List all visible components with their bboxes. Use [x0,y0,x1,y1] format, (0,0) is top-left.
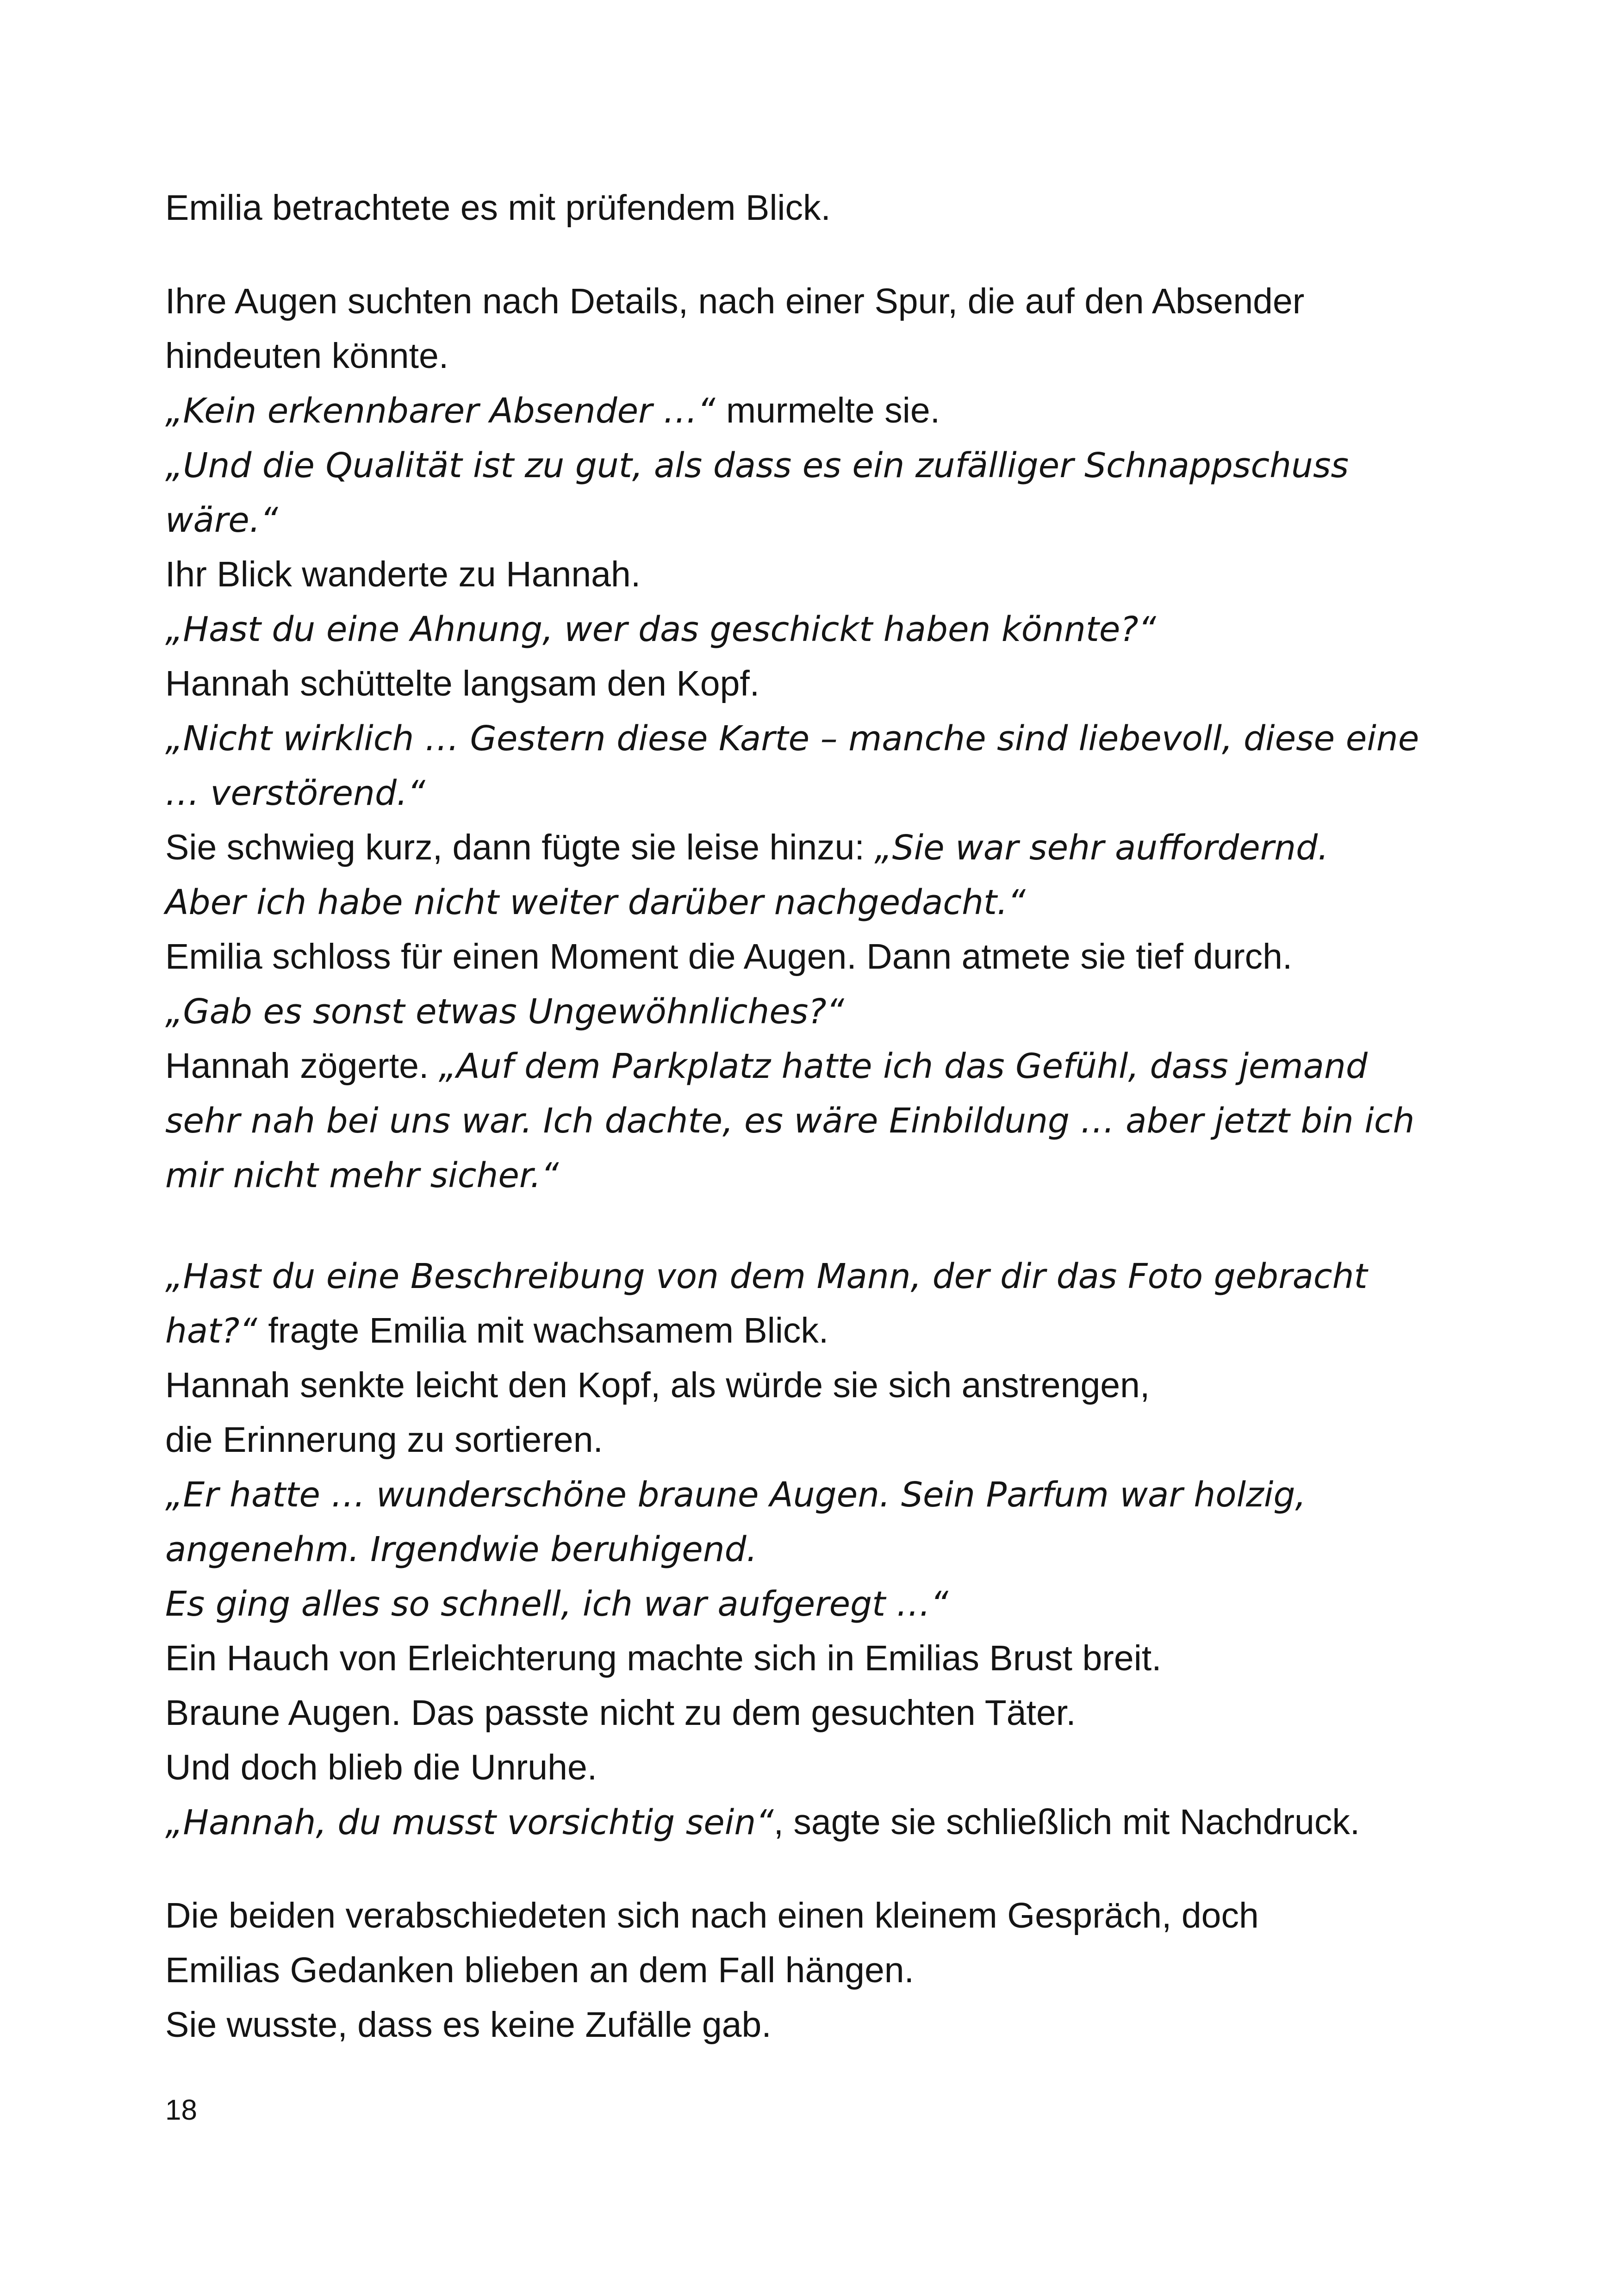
narration-text: Emilias Gedanken blieben an dem Fall hängen. [165,1950,915,1990]
dialogue-text: „Nicht wirklich … Gestern diese Karte – manche sind liebevoll, diese eine [165,719,1419,759]
text-line [165,1888,1461,1943]
paragraph-gap [165,1202,1461,1249]
text-line [165,1522,1461,1576]
text-line [165,656,1461,711]
text-line [165,1686,1461,1740]
text-line [165,274,1461,329]
text-line [165,1412,1461,1467]
text-line [165,492,1461,547]
narration-text: Hannah schüttelte langsam den Kopf. [165,664,760,703]
text-line [165,820,1461,875]
narration-text: murmelte sie. [726,391,940,430]
narration-text: Hannah zögerte. [165,1046,439,1086]
dialogue-text: mir nicht mehr sicher.“ [165,1156,559,1195]
narration-text: Ihre Augen suchten nach Details, nach einer Spur, die auf den Absender [165,281,1305,321]
dialogue-text: angenehm. Irgendwie beruhigend. [165,1530,758,1569]
text-line [165,929,1461,984]
dialogue-text: sehr nah bei uns war. Ich dachte, es wäre Einbildung … aber jetzt bin ich [165,1101,1415,1141]
text-line [165,547,1461,602]
text-line [165,438,1461,492]
dialogue-text: Es ging alles so schnell, ich war aufgeregt …“ [165,1584,948,1624]
narration-text: die Erinnerung zu sortieren. [165,1420,603,1460]
narration-text: fragte Emilia mit wachsamem Blick. [268,1311,829,1350]
text-line [165,1303,1461,1358]
narration-text: Sie wusste, dass es keine Zufälle gab. [165,2005,772,2045]
text-line [165,984,1461,1039]
text-line [165,1795,1461,1849]
text-line [165,1358,1461,1412]
text-line [165,180,1461,235]
narration-text: Emilia schloss für einen Moment die Augen. Dann atmete sie tief durch. [165,937,1293,977]
text-line [165,602,1461,656]
dialogue-text: … verstörend.“ [165,773,425,813]
dialogue-text: hat?“ [165,1311,268,1351]
dialogue-text: „Kein erkennbarer Absender …“ [165,391,726,431]
narration-text: , sagte sie schließlich mit Nachdruck. [773,1802,1360,1842]
dialogue-text: Aber ich habe nicht weiter darüber nachgedacht.“ [165,883,1026,922]
text-line [165,329,1461,383]
text-line [165,1740,1461,1795]
text-line [165,765,1461,820]
narration-text: Ein Hauch von Erleichterung machte sich in Emilias Brust breit. [165,1638,1162,1678]
dialogue-text: „Sie war sehr auffordernd. [874,828,1329,868]
narration-text: Braune Augen. Das passte nicht zu dem gesuchten Täter. [165,1693,1076,1733]
text-line [165,1576,1461,1631]
text-line [165,1249,1461,1303]
dialogue-text: „Er hatte … wunderschöne braune Augen. Sein Parfum war holzig, [165,1475,1306,1515]
dialogue-text: „Hast du eine Ahnung, wer das geschickt haben könnte?“ [165,610,1157,649]
dialogue-text: „Und die Qualität ist zu gut, als dass es ein zufälliger Schnappschuss [165,446,1349,485]
text-line [165,711,1461,765]
text-line [165,1467,1461,1522]
text-line [165,1148,1461,1202]
dialogue-text: „Auf dem Parkplatz hatte ich das Gefühl, dass jemand [438,1046,1368,1086]
narration-text: Und doch blieb die Unruhe. [165,1748,597,1787]
paragraph-gap [165,1849,1461,1888]
text-line [165,1943,1461,1997]
paragraph-gap [165,235,1461,274]
narration-text: hindeuten könnte. [165,336,449,376]
narration-text: Die beiden verabschiedeten sich nach einen kleinem Gespräch, doch [165,1896,1259,1935]
dialogue-text: wäre.“ [165,500,278,540]
narration-text: Hannah senkte leicht den Kopf, als würde sie sich anstrengen, [165,1365,1150,1405]
text-line [165,383,1461,438]
dialogue-text: „Hannah, du musst vorsichtig sein“ [165,1803,774,1842]
text-line [165,1039,1461,1093]
narration-text: Sie schwieg kurz, dann fügte sie leise hinzu: [165,828,875,867]
text-line [165,875,1461,929]
dialogue-text: „Gab es sonst etwas Ungewöhnliches?“ [165,992,844,1032]
narration-text: Emilia betrachtete es mit prüfendem Blick. [165,188,831,228]
page-number: 18 [165,2094,197,2126]
text-line [165,1997,1461,2052]
text-line [165,1631,1461,1686]
narration-text: Ihr Blick wanderte zu Hannah. [165,554,641,594]
body-text [165,180,1461,2052]
dialogue-text: „Hast du eine Beschreibung von dem Mann, der dir das Foto gebracht [165,1257,1368,1296]
text-line [165,1093,1461,1148]
